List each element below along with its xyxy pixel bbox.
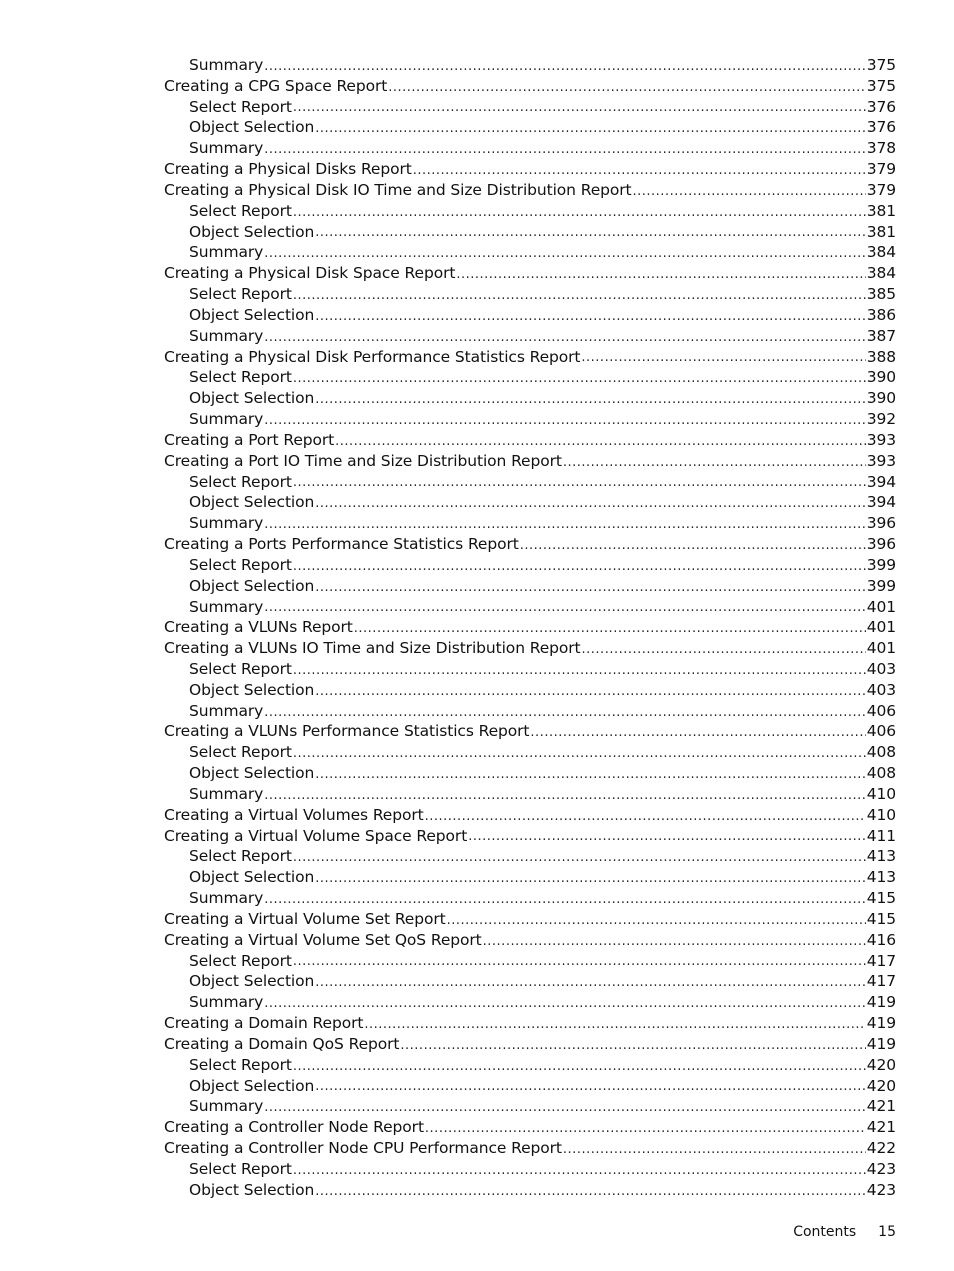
toc-dot-leader <box>293 558 866 576</box>
toc-entry-section[interactable] <box>164 826 896 847</box>
toc-dot-leader <box>264 995 865 1013</box>
toc-entry-title: Creating a Physical Disk Space Report <box>164 264 456 283</box>
toc-dot-leader <box>264 245 865 263</box>
toc-dot-leader <box>388 79 865 97</box>
toc-entry-title: Creating a Physical Disks Report <box>164 160 412 179</box>
toc-entry-title: Select Report <box>189 743 292 762</box>
toc-entry-page-number: 406 <box>866 701 896 720</box>
toc-entry-title: Object Selection <box>189 764 315 783</box>
toc-entry-title: Select Report <box>189 847 292 866</box>
toc-entry-section[interactable] <box>164 1013 896 1034</box>
toc-dot-leader <box>293 287 866 305</box>
toc-entry-title: Creating a VLUNs Report <box>164 618 353 637</box>
toc-dot-leader <box>264 58 865 76</box>
toc-entry-page-number: 381 <box>866 222 896 241</box>
toc-entry-page-number: 423 <box>866 1180 896 1199</box>
toc-entry-page-number: 401 <box>866 639 896 658</box>
toc-entry-subsection[interactable] <box>164 326 896 347</box>
toc-entry-page-number: 390 <box>866 368 896 387</box>
toc-entry-title: Summary <box>189 889 264 908</box>
toc-entry-section[interactable] <box>164 805 896 826</box>
toc-dot-leader <box>633 183 866 201</box>
toc-dot-leader <box>413 162 866 180</box>
toc-dot-leader <box>335 433 866 451</box>
toc-entry-page-number: 413 <box>866 847 896 866</box>
toc-entry-page-number: 379 <box>866 180 896 199</box>
toc-entry-subsection[interactable] <box>164 305 896 326</box>
toc-entry-title: Select Report <box>189 1055 292 1074</box>
toc-entry-title: Select Report <box>189 201 292 220</box>
toc-entry-subsection[interactable] <box>164 284 896 305</box>
toc-entry-page-number: 422 <box>866 1139 896 1158</box>
toc-dot-leader <box>264 787 865 805</box>
toc-entry-page-number: 411 <box>866 826 896 845</box>
toc-entry-subsection[interactable] <box>164 867 896 888</box>
toc-dot-leader <box>400 1037 865 1055</box>
toc-entry-title: Creating a Controller Node Report <box>164 1118 424 1137</box>
toc-entry-subsection[interactable] <box>164 138 896 159</box>
toc-entry-title: Creating a Domain QoS Report <box>164 1034 400 1053</box>
toc-dot-leader <box>315 495 865 513</box>
toc-dot-leader <box>354 620 866 638</box>
toc-entry-title: Object Selection <box>189 493 315 512</box>
toc-entry-subsection[interactable] <box>164 951 896 972</box>
toc-entry-section[interactable] <box>164 451 896 472</box>
toc-entry-title: Summary <box>189 55 264 74</box>
toc-dot-leader <box>315 683 865 701</box>
toc-entry-title: Select Report <box>189 368 292 387</box>
toc-entry-title: Summary <box>189 784 264 803</box>
toc-dot-leader <box>315 870 865 888</box>
toc-entry-page-number: 399 <box>866 555 896 574</box>
toc-entry-subsection[interactable] <box>164 659 896 680</box>
toc-dot-leader <box>582 641 866 659</box>
toc-entry-page-number: 420 <box>866 1076 896 1095</box>
toc-dot-leader <box>264 516 865 534</box>
toc-entry-section[interactable] <box>164 722 896 743</box>
toc-entry-page-number: 401 <box>866 597 896 616</box>
toc-entry-title: Creating a Ports Performance Statistics Report <box>164 535 519 554</box>
toc-entry-title: Select Report <box>189 660 292 678</box>
toc-entry-section[interactable] <box>164 76 896 97</box>
toc-entry-title: Summary <box>189 139 264 158</box>
toc-entry-subsection[interactable] <box>164 701 896 722</box>
toc-entry-title: Summary <box>189 410 264 429</box>
toc-entry-subsection[interactable] <box>164 888 896 909</box>
toc-entry-title: Creating a Physical Disk IO Time and Size Distribution Report <box>164 180 632 199</box>
toc-dot-leader <box>425 1120 866 1138</box>
toc-entry-page-number: 421 <box>866 1118 896 1137</box>
toc-dot-leader <box>581 349 865 367</box>
toc-entry-page-number: 394 <box>866 472 896 491</box>
toc-entry-subsection[interactable] <box>164 1076 896 1097</box>
toc-dot-leader <box>264 329 865 347</box>
toc-entry-title: Object Selection <box>189 1076 315 1095</box>
toc-entry-page-number: 419 <box>866 1034 896 1053</box>
toc-entry-page-number: 423 <box>866 1159 896 1178</box>
toc-entry-subsection[interactable] <box>164 513 896 534</box>
toc-entry-page-number: 385 <box>866 285 896 304</box>
toc-entry-subsection[interactable] <box>164 1159 896 1180</box>
toc-entry-subsection[interactable] <box>164 55 896 76</box>
toc-entry-section[interactable] <box>164 909 896 930</box>
toc-dot-leader <box>264 704 865 722</box>
toc-entry-title: Object Selection <box>189 576 315 595</box>
footer-section-label: Contents <box>793 1224 857 1240</box>
toc-entry-title: Object Selection <box>189 389 315 408</box>
toc-dot-leader <box>456 266 865 284</box>
toc-dot-leader <box>264 1099 865 1117</box>
toc-dot-leader <box>264 891 865 909</box>
toc-entry-page-number: 375 <box>866 76 896 95</box>
toc-entry-subsection[interactable] <box>164 409 896 430</box>
toc-entry-title: Creating a Domain Report <box>164 1014 364 1033</box>
toc-dot-leader <box>315 766 865 784</box>
toc-entry-page-number: 387 <box>866 326 896 345</box>
toc-entry-title: Creating a VLUNs Performance Statistics Report <box>164 722 530 741</box>
toc-entry-page-number: 421 <box>866 1097 896 1116</box>
toc-entry-section[interactable] <box>164 617 896 638</box>
toc-dot-leader <box>315 391 865 409</box>
toc-entry-page-number: 415 <box>866 889 896 908</box>
toc-entry-section[interactable] <box>164 180 896 201</box>
toc-entry-title: Object Selection <box>189 680 315 699</box>
toc-entry-title: Summary <box>189 514 264 533</box>
toc-dot-leader <box>563 454 866 472</box>
toc-entry-subsection[interactable] <box>164 742 896 763</box>
toc-dot-leader <box>293 99 866 117</box>
toc-entry-section[interactable] <box>164 638 896 659</box>
toc-dot-leader <box>264 412 865 430</box>
toc-entry-title: Summary <box>189 1097 264 1116</box>
toc-dot-leader <box>520 537 866 555</box>
toc-entry-section[interactable] <box>164 347 896 368</box>
toc-entry-page-number: 384 <box>866 243 896 262</box>
toc-entry-section[interactable] <box>164 1117 896 1138</box>
toc-entry-page-number: 403 <box>866 660 896 678</box>
toc-entry-title: Creating a Virtual Volume Space Report <box>164 826 468 845</box>
toc-entry-subsection[interactable] <box>164 367 896 388</box>
toc-dot-leader <box>293 849 866 867</box>
toc-entry-subsection[interactable] <box>164 472 896 493</box>
toc-entry-title: Object Selection <box>189 222 315 241</box>
toc-dot-leader <box>364 1016 865 1034</box>
toc-dot-leader <box>293 662 866 680</box>
toc-entry-title: Creating a Port Report <box>164 430 335 449</box>
toc-dot-leader <box>293 204 866 222</box>
toc-entry-page-number: 413 <box>866 868 896 887</box>
toc-entry-section[interactable] <box>164 930 896 951</box>
toc-dot-leader <box>315 1183 865 1201</box>
toc-entry-subsection[interactable] <box>164 242 896 263</box>
toc-dot-leader <box>447 912 866 930</box>
toc-entry-title: Creating a Physical Disk Performance Statistics Report <box>164 347 581 366</box>
toc-entry-title: Object Selection <box>189 868 315 887</box>
toc-entry-page-number: 396 <box>866 514 896 533</box>
toc-dot-leader <box>315 224 865 242</box>
toc-entry-subsection[interactable] <box>164 117 896 138</box>
toc-entry-subsection[interactable] <box>164 555 896 576</box>
toc-dot-leader <box>293 745 866 763</box>
toc-entry-title: Creating a VLUNs IO Time and Size Distribution Report <box>164 639 581 658</box>
toc-dot-leader <box>264 599 865 617</box>
toc-dot-leader <box>315 308 865 326</box>
toc-entry-section[interactable] <box>164 1034 896 1055</box>
toc-dot-leader <box>425 808 866 826</box>
toc-dot-leader <box>315 1078 865 1096</box>
toc-dot-leader <box>293 953 866 971</box>
toc-entry-page-number: 376 <box>866 118 896 137</box>
toc-dot-leader <box>483 933 866 951</box>
toc-entry-title: Object Selection <box>189 118 315 137</box>
toc-entry-title: Select Report <box>189 472 292 491</box>
toc-entry-title: Object Selection <box>189 972 315 991</box>
toc-entry-section[interactable] <box>164 263 896 284</box>
toc-dot-leader <box>293 474 866 492</box>
toc-entry-subsection[interactable] <box>164 763 896 784</box>
toc-entry-subsection[interactable] <box>164 1055 896 1076</box>
toc-entry-title: Creating a Virtual Volume Set Report <box>164 909 446 928</box>
footer-page-number: 15 <box>878 1224 896 1240</box>
toc-dot-leader <box>315 579 865 597</box>
toc-entry-subsection[interactable] <box>164 97 896 118</box>
toc-entry-title: Summary <box>189 326 264 345</box>
toc-entry-title: Creating a Controller Node CPU Performance Report <box>164 1139 562 1158</box>
toc-entry-title: Summary <box>189 701 264 720</box>
toc-dot-leader <box>530 724 865 742</box>
toc-entry-page-number: 384 <box>866 264 896 283</box>
toc-entry-page-number: 392 <box>866 410 896 429</box>
toc-entry-title: Creating a Virtual Volumes Report <box>164 805 424 824</box>
toc-entry-page-number: 406 <box>866 722 896 741</box>
toc-entry-title: Creating a Port IO Time and Size Distribution Report <box>164 451 562 470</box>
toc-entry-page-number: 419 <box>866 1014 896 1033</box>
toc-entry-subsection[interactable] <box>164 992 896 1013</box>
table-of-contents <box>164 55 896 1201</box>
toc-entry-subsection[interactable] <box>164 971 896 992</box>
toc-entry-page-number: 410 <box>866 784 896 803</box>
toc-entry-subsection[interactable] <box>164 576 896 597</box>
toc-dot-leader <box>563 1141 866 1159</box>
toc-dot-leader <box>315 120 865 138</box>
toc-entry-title: Summary <box>189 993 264 1012</box>
toc-entry-title: Select Report <box>189 1159 292 1178</box>
toc-entry-page-number: 403 <box>866 680 896 699</box>
toc-entry-page-number: 417 <box>866 951 896 970</box>
toc-entry-title: Summary <box>189 243 264 262</box>
toc-entry-page-number: 417 <box>866 972 896 991</box>
toc-entry-section[interactable] <box>164 1138 896 1159</box>
toc-entry-title: Object Selection <box>189 1180 315 1199</box>
toc-entry-section[interactable] <box>164 534 896 555</box>
toc-entry-page-number: 420 <box>866 1055 896 1074</box>
toc-entry-subsection[interactable] <box>164 492 896 513</box>
toc-entry-subsection[interactable] <box>164 388 896 409</box>
toc-entry-title: Creating a Virtual Volume Set QoS Report <box>164 930 482 949</box>
toc-dot-leader <box>293 370 866 388</box>
toc-entry-subsection[interactable] <box>164 597 896 618</box>
toc-entry-page-number: 393 <box>866 430 896 449</box>
toc-entry-page-number: 415 <box>866 909 896 928</box>
toc-entry-title: Select Report <box>189 951 292 970</box>
toc-entry-title: Select Report <box>189 555 292 574</box>
toc-entry-page-number: 410 <box>866 805 896 824</box>
toc-dot-leader <box>293 1058 866 1076</box>
toc-dot-leader <box>468 828 866 846</box>
toc-entry-section[interactable] <box>164 430 896 451</box>
toc-entry-section[interactable] <box>164 159 896 180</box>
toc-entry-page-number: 386 <box>866 305 896 324</box>
toc-entry-subsection[interactable] <box>164 201 896 222</box>
toc-entry-subsection[interactable] <box>164 680 896 701</box>
toc-entry-title: Select Report <box>189 285 292 304</box>
toc-entry-title: Creating a CPG Space Report <box>164 76 388 95</box>
toc-entry-page-number: 379 <box>866 160 896 179</box>
toc-entry-page-number: 408 <box>866 743 896 762</box>
toc-entry-page-number: 419 <box>866 993 896 1012</box>
toc-entry-page-number: 416 <box>866 930 896 949</box>
toc-dot-leader <box>293 1162 866 1180</box>
toc-entry-page-number: 399 <box>866 576 896 595</box>
toc-entry-page-number: 408 <box>866 764 896 783</box>
toc-entry-subsection[interactable] <box>164 1180 896 1201</box>
toc-entry-page-number: 378 <box>866 139 896 158</box>
toc-entry-page-number: 388 <box>866 347 896 366</box>
toc-entry-page-number: 390 <box>866 389 896 408</box>
toc-entry-page-number: 401 <box>866 618 896 637</box>
toc-entry-title: Select Report <box>189 97 292 116</box>
toc-entry-subsection[interactable] <box>164 1096 896 1117</box>
toc-entry-page-number: 393 <box>866 451 896 470</box>
toc-entry-page-number: 394 <box>866 493 896 512</box>
toc-entry-subsection[interactable] <box>164 846 896 867</box>
toc-entry-page-number: 381 <box>866 201 896 220</box>
toc-entry-title: Summary <box>189 597 264 616</box>
toc-entry-subsection[interactable] <box>164 784 896 805</box>
page-footer <box>793 1222 896 1242</box>
toc-entry-page-number: 376 <box>866 97 896 116</box>
toc-entry-page-number: 396 <box>866 535 896 554</box>
toc-entry-page-number: 375 <box>866 55 896 74</box>
toc-dot-leader <box>264 141 865 159</box>
toc-dot-leader <box>315 974 865 992</box>
toc-entry-subsection[interactable] <box>164 222 896 243</box>
toc-entry-title: Object Selection <box>189 305 315 324</box>
